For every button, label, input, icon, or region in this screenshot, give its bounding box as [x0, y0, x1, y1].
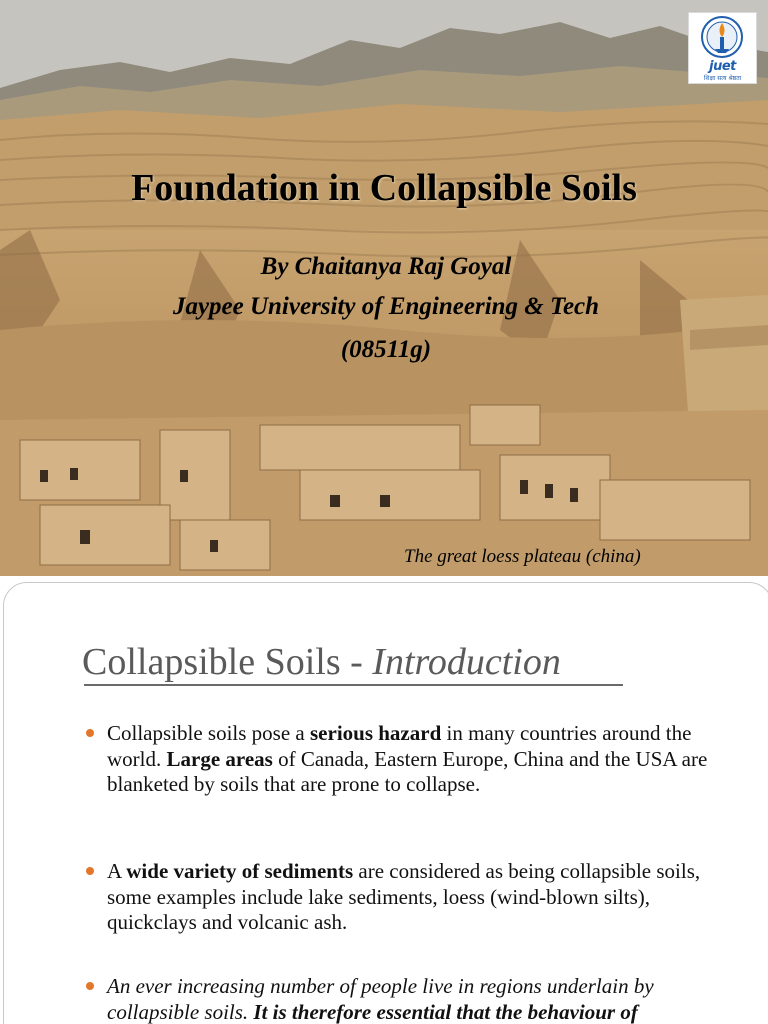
university-logo: [688, 12, 757, 84]
author-line: By Chaitanya Raj Goyal: [260, 253, 512, 280]
bullet-dot: [86, 982, 94, 990]
slide-heading: [82, 640, 561, 684]
bullet-point-2: [107, 859, 737, 936]
bullet-text: are considered as being collapsible soils, some examples include lake sediments, loess (wind-blown silts), quickclays and volcanic ash.: [107, 859, 701, 934]
bullet-text: A: [107, 859, 127, 883]
heading-italic: Introduction: [372, 641, 561, 683]
id-line: (08511g): [340, 336, 432, 363]
bullet-dot: [86, 867, 94, 875]
heading-main: Collapsible Soils -: [82, 641, 373, 683]
bullet-point-3: [107, 974, 737, 1024]
logo-text: juet: [709, 59, 736, 74]
bullet-point-1: [107, 721, 737, 798]
bullet-text: Collapsible soils pose a: [107, 721, 310, 745]
bullet-emphasis: Large areas: [166, 746, 273, 771]
bullet-emphasis: It is therefore essential that the behaviour of: [253, 999, 638, 1024]
bullet-dot: [86, 729, 94, 737]
photo-caption: The great loess plateau (china): [404, 546, 641, 567]
logo-motto: शिक्षा सत्य श्रेष्ठता: [703, 75, 742, 82]
bullet-text: in many countries around the world.: [107, 721, 692, 771]
university-line: Jaypee University of Engineering & Tech: [172, 293, 600, 320]
bullet-emphasis: serious hazard: [310, 721, 442, 745]
slide-title: Foundation in Collapsible Soils: [131, 167, 637, 209]
heading-underline: [84, 684, 623, 686]
bullet-emphasis: wide variety of sediments: [126, 859, 354, 883]
bullet-text: of Canada, Eastern Europe, China and the USA are blanketed by soils that are prone to collapse.: [107, 746, 708, 796]
bullet-text: An ever increasing number of people live in regions underlain by collapsible soils.: [107, 974, 654, 1024]
